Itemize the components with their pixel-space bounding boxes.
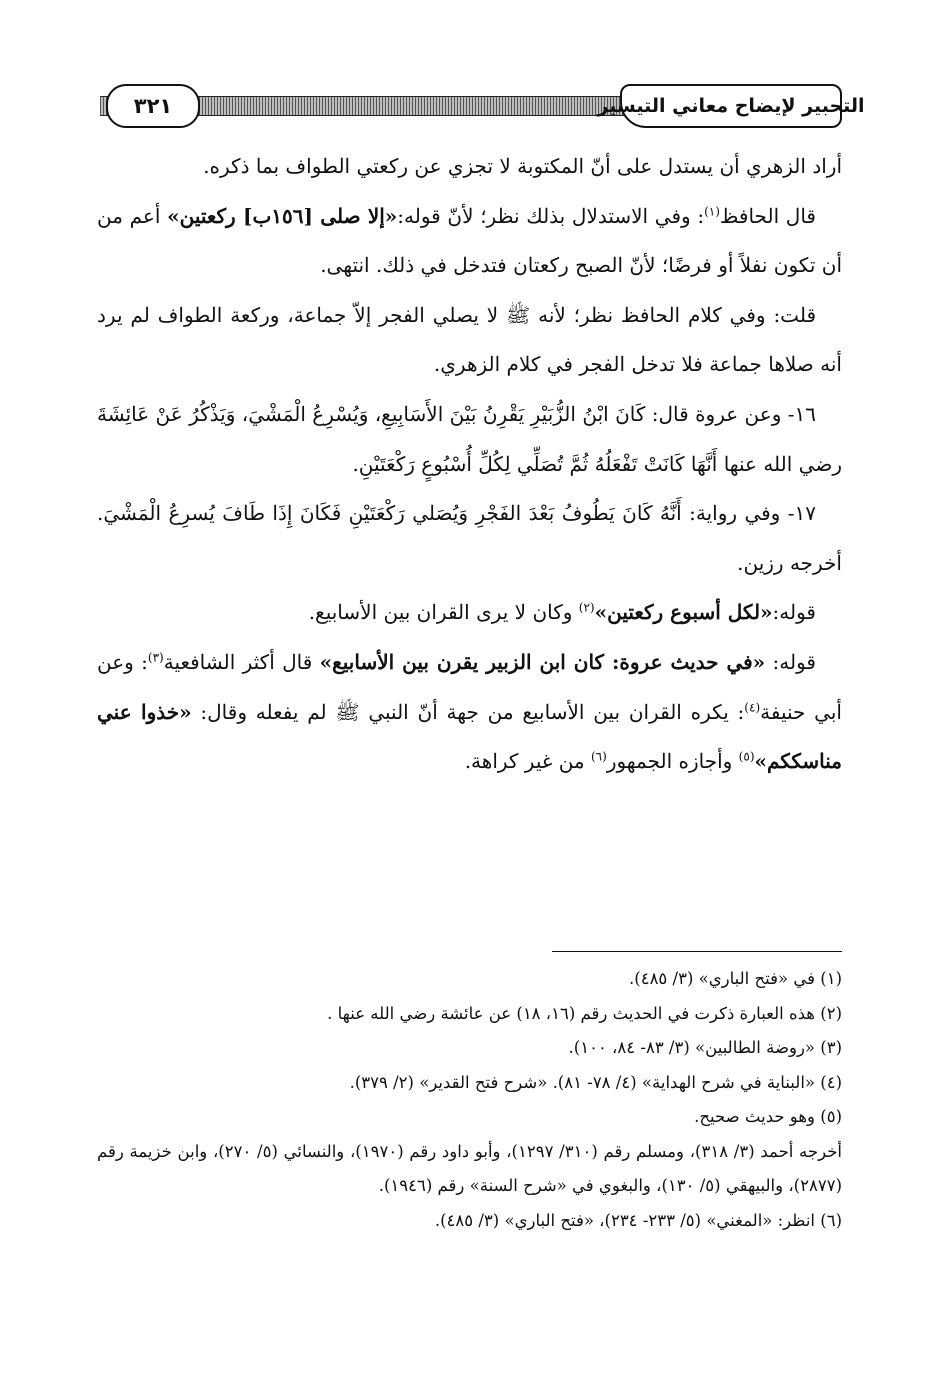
quoted-text: «إلا صلى [١٥٦ب] ركعتين» (167, 203, 398, 228)
hadith-17: ١٧- وفي رواية: أَنَّهُ كَانَ يَطُوفُ بَعْدَ الفَجْرِ وَيُصَلي رَكْعَتَيْنِ فَكَانَ إِذَا طَافَ يُسرِعُ الْمَشْيَ. أخرجه رزين. (97, 501, 842, 575)
paragraph-1: أراد الزهري أن يستدل على أنّ المكتوبة لا تجزي عن ركعتي الطواف بما ذكره. (203, 154, 842, 178)
footnotes (97, 962, 842, 1238)
paragraph-7: قوله: «في حديث عروة: كان ابن الزبير يقرن بين الأسابيع» قال أكثر الشافعية$^{(٣)}$: وعن أبي حنيفة$^{(٤)}$: يكره القران بين الأسابيع من جهة أنّ النبي ﷺ لم يفعله وقال: «خذوا عني مناسككم»$^{(٥)}$ وأجازه الجمهور$^{(٦)}$ من غير كراهة. (97, 649, 842, 774)
quoted-text: «في حديث عروة: كان ابن الزبير يقرن بين الأسابيع» (319, 649, 766, 674)
quoted-text: «خذوا عني مناسككم» (97, 699, 842, 774)
footnote-separator (552, 951, 842, 952)
header-title-frame (597, 84, 865, 128)
footnote-5: (٥) وهو حديث صحيح. (694, 1107, 842, 1126)
footnote-2: (٢) هذه العبارة ذكرت في الحديث رقم (١٦، ١٨) عن عائشة رضي الله عنها . (327, 1003, 842, 1023)
page-number: ٣٢١ (133, 94, 173, 118)
paragraph-2: قال الحافظ$^{(١)}$: وفي الاستدلال بذلك نظر؛ لأنّ قوله:«إلا صلى [١٥٦ب] ركعتين» أعم من أن تكون نفلاً أو فرضًا؛ لأنّ الصبح ركعتان فتدخل في ذلك. انتهى. (97, 203, 842, 278)
footnote-ref-6: (٦) (590, 749, 607, 764)
footnote-ref-4: (٤) (744, 699, 761, 714)
hadith-16: ١٦- وعن عروة قال: كَانَ ابْنُ الزُّبَيْرِ يَقْرِنُ بَيْنَ الأَسَابِيعِ، وَيُسْرِعُ الْمَشْيَ، وَيَذْكُرُ عَنْ عَائِشَةَ رضي الله عنها أَنَّهَا كَانَتْ تَفْعَلُهُ ثُمَّ تُصَلِّي لِكُلِّ أُسْبُوعٍ رَكْعَتَيْنِ. (97, 401, 842, 476)
footnote-ref-5: (٥) (738, 749, 755, 764)
footnote-ref-2: (٢) (578, 600, 595, 615)
footnote-3: (٣) «روضة الطالبين» (٣/ ٨٣- ٨٤، ١٠٠). (568, 1038, 842, 1057)
footnote-1: (١) في «فتح الباري» (٣/ ٤٨٥). (629, 969, 842, 988)
footnote-5-continued: أخرجه أحمد (٣/ ٣١٨)، ومسلم رقم (٣١٠/ ١٢٩٧)، وأبو داود رقم (١٩٧٠)، والنسائي (٥/ ٢٧٠)، وابن خزيمة رقم (٢٨٧٧)، والبيهقي (٥/ ١٣٠)، والبغوي في «شرح السنة» رقم (١٩٤٦). (97, 1141, 842, 1195)
page-number-frame (106, 84, 200, 128)
paragraph-3: قلت: وفي كلام الحافظ نظر؛ لأنه ﷺ لا يصلي الفجر إلاّ جماعة، وركعة الطواف لم يرد أنه صلاها جماعة فلا تدخل الفجر في كلام الزهري. (97, 302, 842, 377)
main-text (97, 142, 842, 787)
footnote-4: (٤) «البناية في شرح الهداية» (٤/ ٧٨- ٨١). «شرح فتح القدير» (٢/ ٣٧٩). (349, 1072, 842, 1092)
paragraph-6: قوله:«لكل أسبوع ركعتين»$^{(٢)}$ وكان لا يرى القران بين الأسابيع. (308, 600, 816, 625)
footnote-ref-1: (١) (704, 203, 720, 218)
footnote-6: (٦) انظر: «المغني» (٥/ ٢٣٣- ٢٣٤)، «فتح الباري» (٣/ ٤٨٥). (434, 1210, 842, 1230)
quoted-text: «لكل أسبوع ركعتين» (594, 600, 773, 625)
running-header (100, 82, 865, 130)
footnote-ref-3: (٣) (147, 650, 164, 665)
book-title: التحبير لإيضاح معاني التيسير (597, 95, 865, 117)
